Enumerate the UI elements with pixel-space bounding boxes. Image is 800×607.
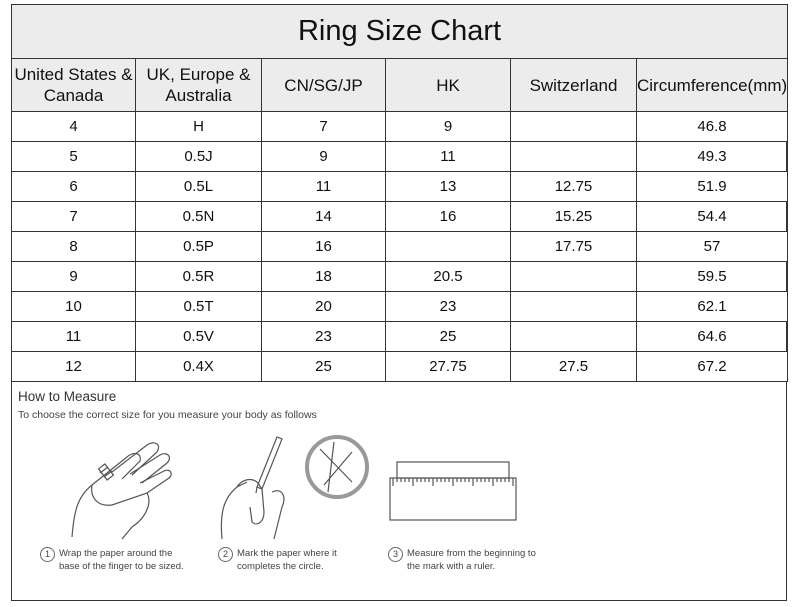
ring-size-table xyxy=(11,4,788,382)
step-3-line-1: Measure from the beginning to xyxy=(407,548,536,559)
table-cell: 46.8 xyxy=(637,112,788,142)
table-row xyxy=(12,292,788,322)
col-header-hk: HK xyxy=(386,59,511,112)
table-cell: 0.5R xyxy=(136,262,262,292)
table-cell xyxy=(511,322,637,352)
step-2 xyxy=(218,547,337,573)
col-header-circumference: Circumference(mm) xyxy=(637,59,788,112)
step-2-number: 2 xyxy=(218,547,233,562)
col-header-us: United States & Canada xyxy=(12,59,136,112)
table-cell: 23 xyxy=(386,292,511,322)
table-cell: 13 xyxy=(386,172,511,202)
table-cell: 10 xyxy=(12,292,136,322)
table-cell: 16 xyxy=(262,232,386,262)
col-header-switzerland: Switzerland xyxy=(511,59,637,112)
table-row xyxy=(12,202,788,232)
table-cell: 0.5N xyxy=(136,202,262,232)
step-1-line-1: Wrap the paper around the xyxy=(59,548,173,559)
table-cell: 23 xyxy=(262,322,386,352)
table-cell: 59.5 xyxy=(637,262,788,292)
table-cell: 12 xyxy=(12,352,136,382)
table-cell: 25 xyxy=(386,322,511,352)
table-cell: 20 xyxy=(262,292,386,322)
table-body xyxy=(12,112,788,382)
step-2-line-1: Mark the paper where it xyxy=(237,548,337,559)
table-cell: 14 xyxy=(262,202,386,232)
hand-wrap-illustration xyxy=(52,427,202,542)
table-cell: 0.5J xyxy=(136,142,262,172)
table-cell: 0.5P xyxy=(136,232,262,262)
table-cell: 7 xyxy=(262,112,386,142)
table-cell: 17.75 xyxy=(511,232,637,262)
table-cell xyxy=(386,232,511,262)
step-2-line-2: completes the circle. xyxy=(237,561,324,572)
table-cell: H xyxy=(136,112,262,142)
table-cell: 0.5T xyxy=(136,292,262,322)
step-1 xyxy=(40,547,184,573)
table-cell: 27.5 xyxy=(511,352,637,382)
col-header-uk: UK, Europe & Australia xyxy=(136,59,262,112)
table-cell: 9 xyxy=(12,262,136,292)
ruler-illustration xyxy=(387,459,527,524)
step-3 xyxy=(388,547,536,573)
table-cell: 25 xyxy=(262,352,386,382)
table-cell: 11 xyxy=(386,142,511,172)
table-row xyxy=(12,232,788,262)
step-3-number: 3 xyxy=(388,547,403,562)
table-cell: 7 xyxy=(12,202,136,232)
step-1-number: 1 xyxy=(40,547,55,562)
table-cell: 27.75 xyxy=(386,352,511,382)
table-cell: 0.4X xyxy=(136,352,262,382)
table-cell: 12.75 xyxy=(511,172,637,202)
table-cell: 6 xyxy=(12,172,136,202)
table-cell: 64.6 xyxy=(637,322,788,352)
table-cell: 0.5L xyxy=(136,172,262,202)
table-cell xyxy=(511,142,637,172)
table-row xyxy=(12,322,788,352)
table-cell: 15.25 xyxy=(511,202,637,232)
table-cell: 49.3 xyxy=(637,142,788,172)
table-cell: 9 xyxy=(386,112,511,142)
table-cell: 9 xyxy=(262,142,386,172)
step-3-line-2: the mark with a ruler. xyxy=(407,561,496,572)
table-cell: 11 xyxy=(12,322,136,352)
table-row xyxy=(12,142,788,172)
table-cell: 4 xyxy=(12,112,136,142)
table-cell: 16 xyxy=(386,202,511,232)
table-row xyxy=(12,172,788,202)
table-cell xyxy=(511,262,637,292)
table-cell: 62.1 xyxy=(637,292,788,322)
table-row xyxy=(12,262,788,292)
table-cell: 67.2 xyxy=(637,352,788,382)
mark-paper-illustration xyxy=(202,427,372,542)
table-cell: 5 xyxy=(12,142,136,172)
table-cell: 51.9 xyxy=(637,172,788,202)
table-cell: 8 xyxy=(12,232,136,262)
table-cell xyxy=(511,112,637,142)
table-cell: 11 xyxy=(262,172,386,202)
chart-title: Ring Size Chart xyxy=(12,5,788,59)
table-row xyxy=(12,352,788,382)
col-header-cn: CN/SG/JP xyxy=(262,59,386,112)
table-row xyxy=(12,112,788,142)
table-cell: 57 xyxy=(637,232,788,262)
table-cell xyxy=(511,292,637,322)
step-1-line-2: base of the finger to be sized. xyxy=(59,561,184,572)
how-to-subtitle: To choose the correct size for you measure your body as follows xyxy=(18,409,317,421)
table-cell: 20.5 xyxy=(386,262,511,292)
how-to-measure-section xyxy=(12,379,786,600)
table-cell: 18 xyxy=(262,262,386,292)
table-cell: 0.5V xyxy=(136,322,262,352)
table-cell: 54.4 xyxy=(637,202,788,232)
ruler-ticks xyxy=(393,478,513,486)
how-to-title: How to Measure xyxy=(18,389,117,404)
